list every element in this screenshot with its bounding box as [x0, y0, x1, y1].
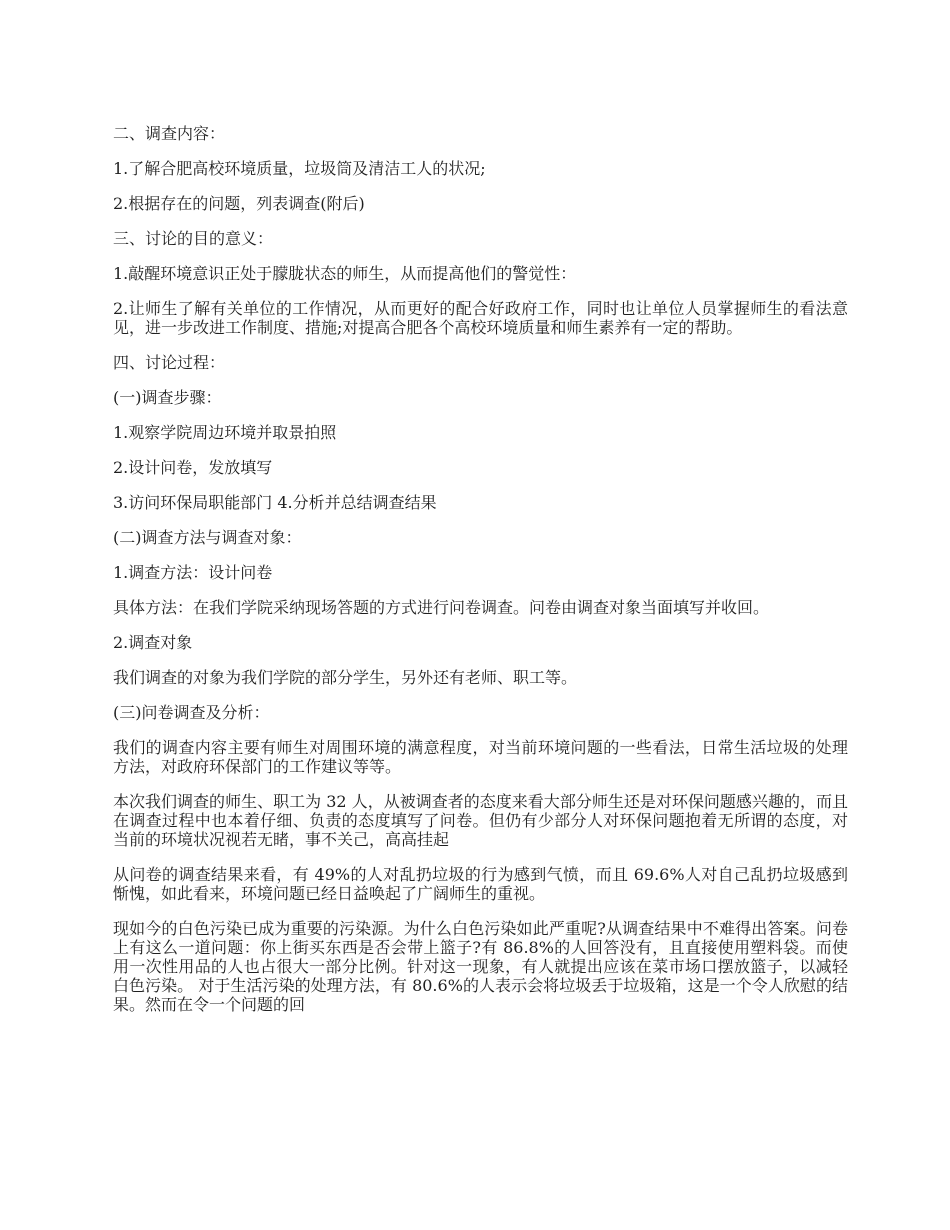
paragraph: 2.根据存在的问题，列表调查(附后)	[113, 194, 365, 213]
paragraph: 现如今的白色污染已成为重要的污染源。为什么白色污染如此严重呢?从调查结果中不难得出答案。问卷上有这么一道问题：你上街买东西是否会带上篮子?有 86.8%的人回答没有，且直接使用塑料袋。而使用一次性用品的人也占很大一部分比例。针对这一现象，有人就提出应该在菜市场口摆放篮子，以减轻白色污染。 对于生活污染的处理方法，有 80.6%的人表示会将垃圾丢于垃圾箱，这是一个令人欣慰的结果。然而在令一个问题的回	[113, 919, 848, 1014]
paragraph: 从问卷的调查结果来看，有 49%的人对乱扔垃圾的行为感到气愤，而且 69.6%人对自己乱扔垃圾感到惭愧，如此看来，环境问题已经日益唤起了广阔师生的重视。	[113, 865, 848, 903]
paragraph: 1.敲醒环境意识正处于朦胧状态的师生，从而提高他们的警觉性：	[113, 264, 577, 283]
paragraph: 2.调查对象	[113, 633, 193, 652]
paragraph: 我们调查的对象为我们学院的部分学生，另外还有老师、职工等。	[113, 668, 578, 687]
section-heading-process: 四、讨论过程：	[113, 353, 226, 372]
paragraph: 我们的调查内容主要有师生对周围环境的满意程度，对当前环境问题的一些看法，日常生活垃圾的处理方法，对政府环保部门的工作建议等等。	[113, 738, 848, 776]
paragraph: 1.调查方法：设计问卷	[113, 563, 273, 582]
paragraph: 2.设计问卷，发放填写	[113, 458, 273, 477]
document-body	[113, 124, 848, 1028]
paragraph: 3.访问环保局职能部门 4.分析并总结调查结果	[113, 493, 437, 512]
paragraph: 1.了解合肥高校环境质量，垃圾筒及清洁工人的状况;	[113, 159, 486, 178]
subsection-heading-methods: (二)调查方法与调查对象：	[113, 528, 302, 547]
paragraph: 具体方法：在我们学院采纳现场答题的方式进行问卷调查。问卷由调查对象当面填写并收回。	[113, 598, 770, 617]
subsection-heading-steps: (一)调查步骤：	[113, 388, 222, 407]
paragraph: 本次我们调查的师生、职工为 32 人，从被调查者的态度来看大部分师生还是对环保问题感兴趣的，而且在调查过程中也本着仔细、负责的态度填写了问卷。但仍有少部分人对环保问题抱着无所谓的态度，对当前的环境状况视若无睹，事不关己，高高挂起	[113, 792, 848, 849]
section-heading-purpose: 三、讨论的目的意义：	[113, 229, 274, 248]
subsection-heading-analysis: (三)问卷调查及分析：	[113, 703, 270, 722]
paragraph: 1.观察学院周边环境并取景拍照	[113, 423, 337, 442]
paragraph: 2.让师生了解有关单位的工作情况，从而更好的配合好政府工作，同时也让单位人员掌握师生的看法意见，进一步改进工作制度、措施;对提高合肥各个高校环境质量和师生素养有一定的帮助。	[113, 299, 848, 337]
section-heading-survey-content: 二、调查内容：	[113, 124, 226, 143]
